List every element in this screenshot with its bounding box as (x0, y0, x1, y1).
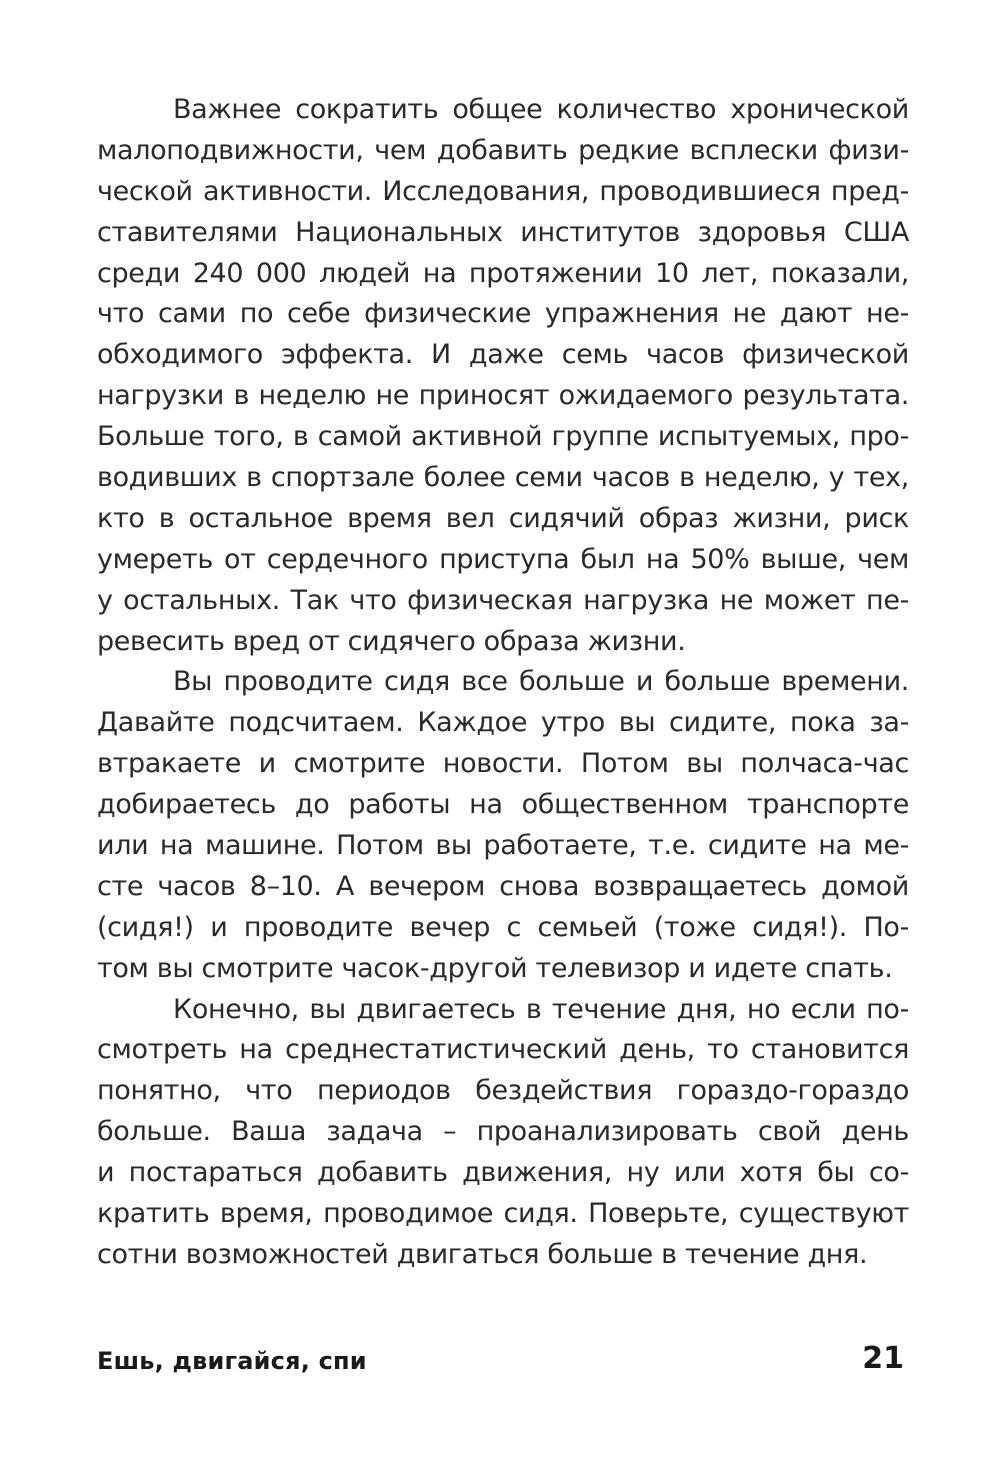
text-line: сотни возможностей двигаться больше в течение дня. (97, 1238, 868, 1270)
text-line: обходимого эффекта. И даже семь часов физической (97, 339, 909, 371)
text-line: (сидя!) и проводите вечер с семьей (тоже сидя!). По- (97, 911, 909, 943)
text-line: нагрузки в неделю не приносят ожидаемого результата. (97, 380, 909, 412)
text-line: умереть от сердечного приступа был на 50% выше, чем (97, 543, 909, 575)
text-line: кратить время, проводимое сидя. Поверьте, существуют (97, 1198, 909, 1230)
text-line: малоподвижности, чем добавить редкие всплески физи- (97, 134, 909, 166)
text-line: втракаете и смотрите новости. Потом вы полчаса-час (97, 748, 909, 780)
body-text (97, 90, 909, 1276)
text-line: кто в остальное время вел сидячий образ жизни, риск (97, 502, 909, 534)
text-line: ревесить вред от сидячего образа жизни. (97, 625, 686, 657)
text-line: сте часов 8–10. А вечером снова возвращаетесь домой (97, 870, 909, 902)
text-line: Больше того, в самой активной группе испытуемых, про- (97, 421, 909, 453)
text-line: смотреть на среднестатистический день, то становится (97, 1034, 909, 1066)
text-line: больше. Ваша задача – проанализировать свой день (97, 1116, 909, 1148)
text-line: среди 240 000 людей на протяжении 10 лет, показали, (97, 257, 909, 289)
text-line: Вы проводите сидя все больше и больше времени. (173, 666, 909, 698)
page-number: 21 (862, 1341, 904, 1376)
text-line: том вы смотрите часок-другой телевизор и идете спать. (97, 952, 893, 984)
paragraph-1 (97, 90, 909, 662)
text-line: Давайте подсчитаем. Каждое утро вы сидите, пока за- (97, 707, 909, 739)
text-line: что сами по себе физические упражнения не дают не- (97, 298, 909, 330)
running-footer-title: Ешь, двигайся, спи (97, 1347, 367, 1375)
text-line: ставителями Национальных институтов здоровья США (97, 216, 909, 248)
text-line: у остальных. Так что физическая нагрузка не может пе- (97, 584, 909, 616)
text-line: и постараться добавить движения, ну или хотя бы со- (97, 1157, 909, 1189)
text-line: Важнее сократить общее количество хронической (173, 94, 909, 125)
text-line: Конечно, вы двигаетесь в течение дня, но если по- (173, 993, 909, 1025)
text-line: добираетесь до работы на общественном транспорте (97, 789, 909, 821)
paragraph-3 (97, 990, 909, 1276)
text-line: водивших в спортзале более семи часов в неделю, у тех, (97, 462, 909, 494)
text-line: или на машине. Потом вы работаете, т.е. сидите на ме- (97, 830, 909, 862)
paragraph-2 (97, 662, 909, 989)
text-line: ческой активности. Исследования, проводившиеся пред- (97, 175, 909, 207)
text-line: понятно, что периодов бездействия гораздо-гораздо (97, 1075, 909, 1107)
